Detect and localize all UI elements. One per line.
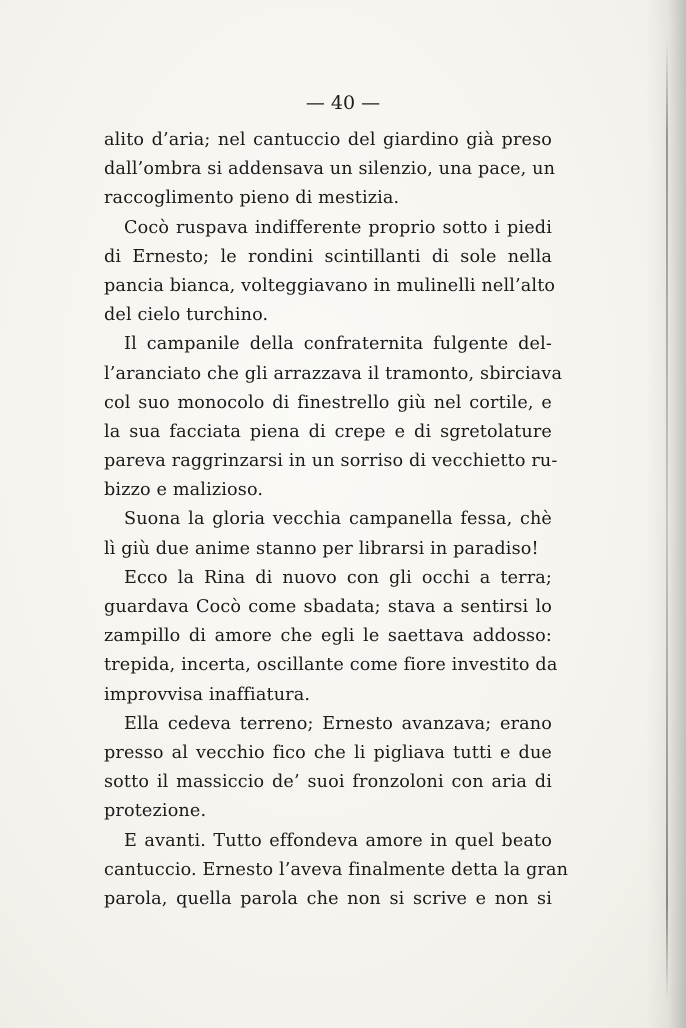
- text-line: pancia bianca, volteggiavano in mulinelli nell’alto: [104, 275, 556, 296]
- text-line: alito d’aria; nel cantuccio del giardino già preso: [104, 130, 552, 150]
- text-line: E avanti. Tutto effondeva amore in quel beato: [124, 830, 552, 851]
- text-line: guardava Cocò come sbadata; stava a sentirsi lo: [104, 597, 552, 617]
- text-line: zampillo di amore che egli le saettava addosso:: [104, 626, 552, 647]
- text-line: presso al vecchio fico che li pigliava tutti e due: [104, 742, 552, 763]
- text-line: col suo monocolo di finestrello giù nel cortile, e: [104, 392, 552, 413]
- text-line: trepida, incerta, oscillante come fiore investito da: [104, 655, 558, 676]
- text-line: Il campanile della confraternita fulgente del-: [124, 334, 552, 355]
- text-line: improvvisa inaffiatura.: [104, 684, 311, 705]
- text-line: l’aranciato che gli arrazzava il tramonto, sbirciava: [104, 363, 563, 384]
- text-line: la sua facciata piena di crepe e di sgretolature: [104, 421, 552, 442]
- text-line: lì giù due anime stanno per librarsi in paradiso!: [104, 538, 539, 559]
- text-line: parola, quella parola che non si scrive e non si: [104, 888, 552, 909]
- body-text: [104, 126, 569, 914]
- text-line: dall’ombra si addensava un silenzio, una pace, un: [104, 159, 556, 180]
- text-line: pareva raggrinzarsi in un sorriso di vecchietto ru-: [104, 451, 558, 472]
- text-line: cantuccio. Ernesto l’aveva finalmente detta la gran: [104, 859, 569, 880]
- text-line: raccoglimento pieno di mestizia.: [104, 188, 400, 209]
- page-edge-line: [666, 40, 668, 1000]
- text-line: Ella cedeva terreno; Ernesto avanzava; erano: [124, 713, 552, 734]
- text-line: di Ernesto; le rondini scintillanti di sole nella: [104, 246, 552, 267]
- page-number: — 40 —: [305, 92, 381, 114]
- text-line: del cielo turchino.: [104, 305, 269, 326]
- text-line: Cocò ruspava indifferente proprio sotto i piedi: [124, 217, 552, 238]
- text-line: Suona la gloria vecchia campanella fessa, chè: [124, 509, 552, 530]
- text-line: sotto il massiccio de’ suoi fronzoloni con aria di: [104, 772, 552, 793]
- text-line: protezione.: [104, 801, 207, 822]
- text-line: bizzo e malizioso.: [104, 480, 264, 501]
- text-line: Ecco la Rina di nuovo con gli occhi a terra;: [124, 567, 552, 588]
